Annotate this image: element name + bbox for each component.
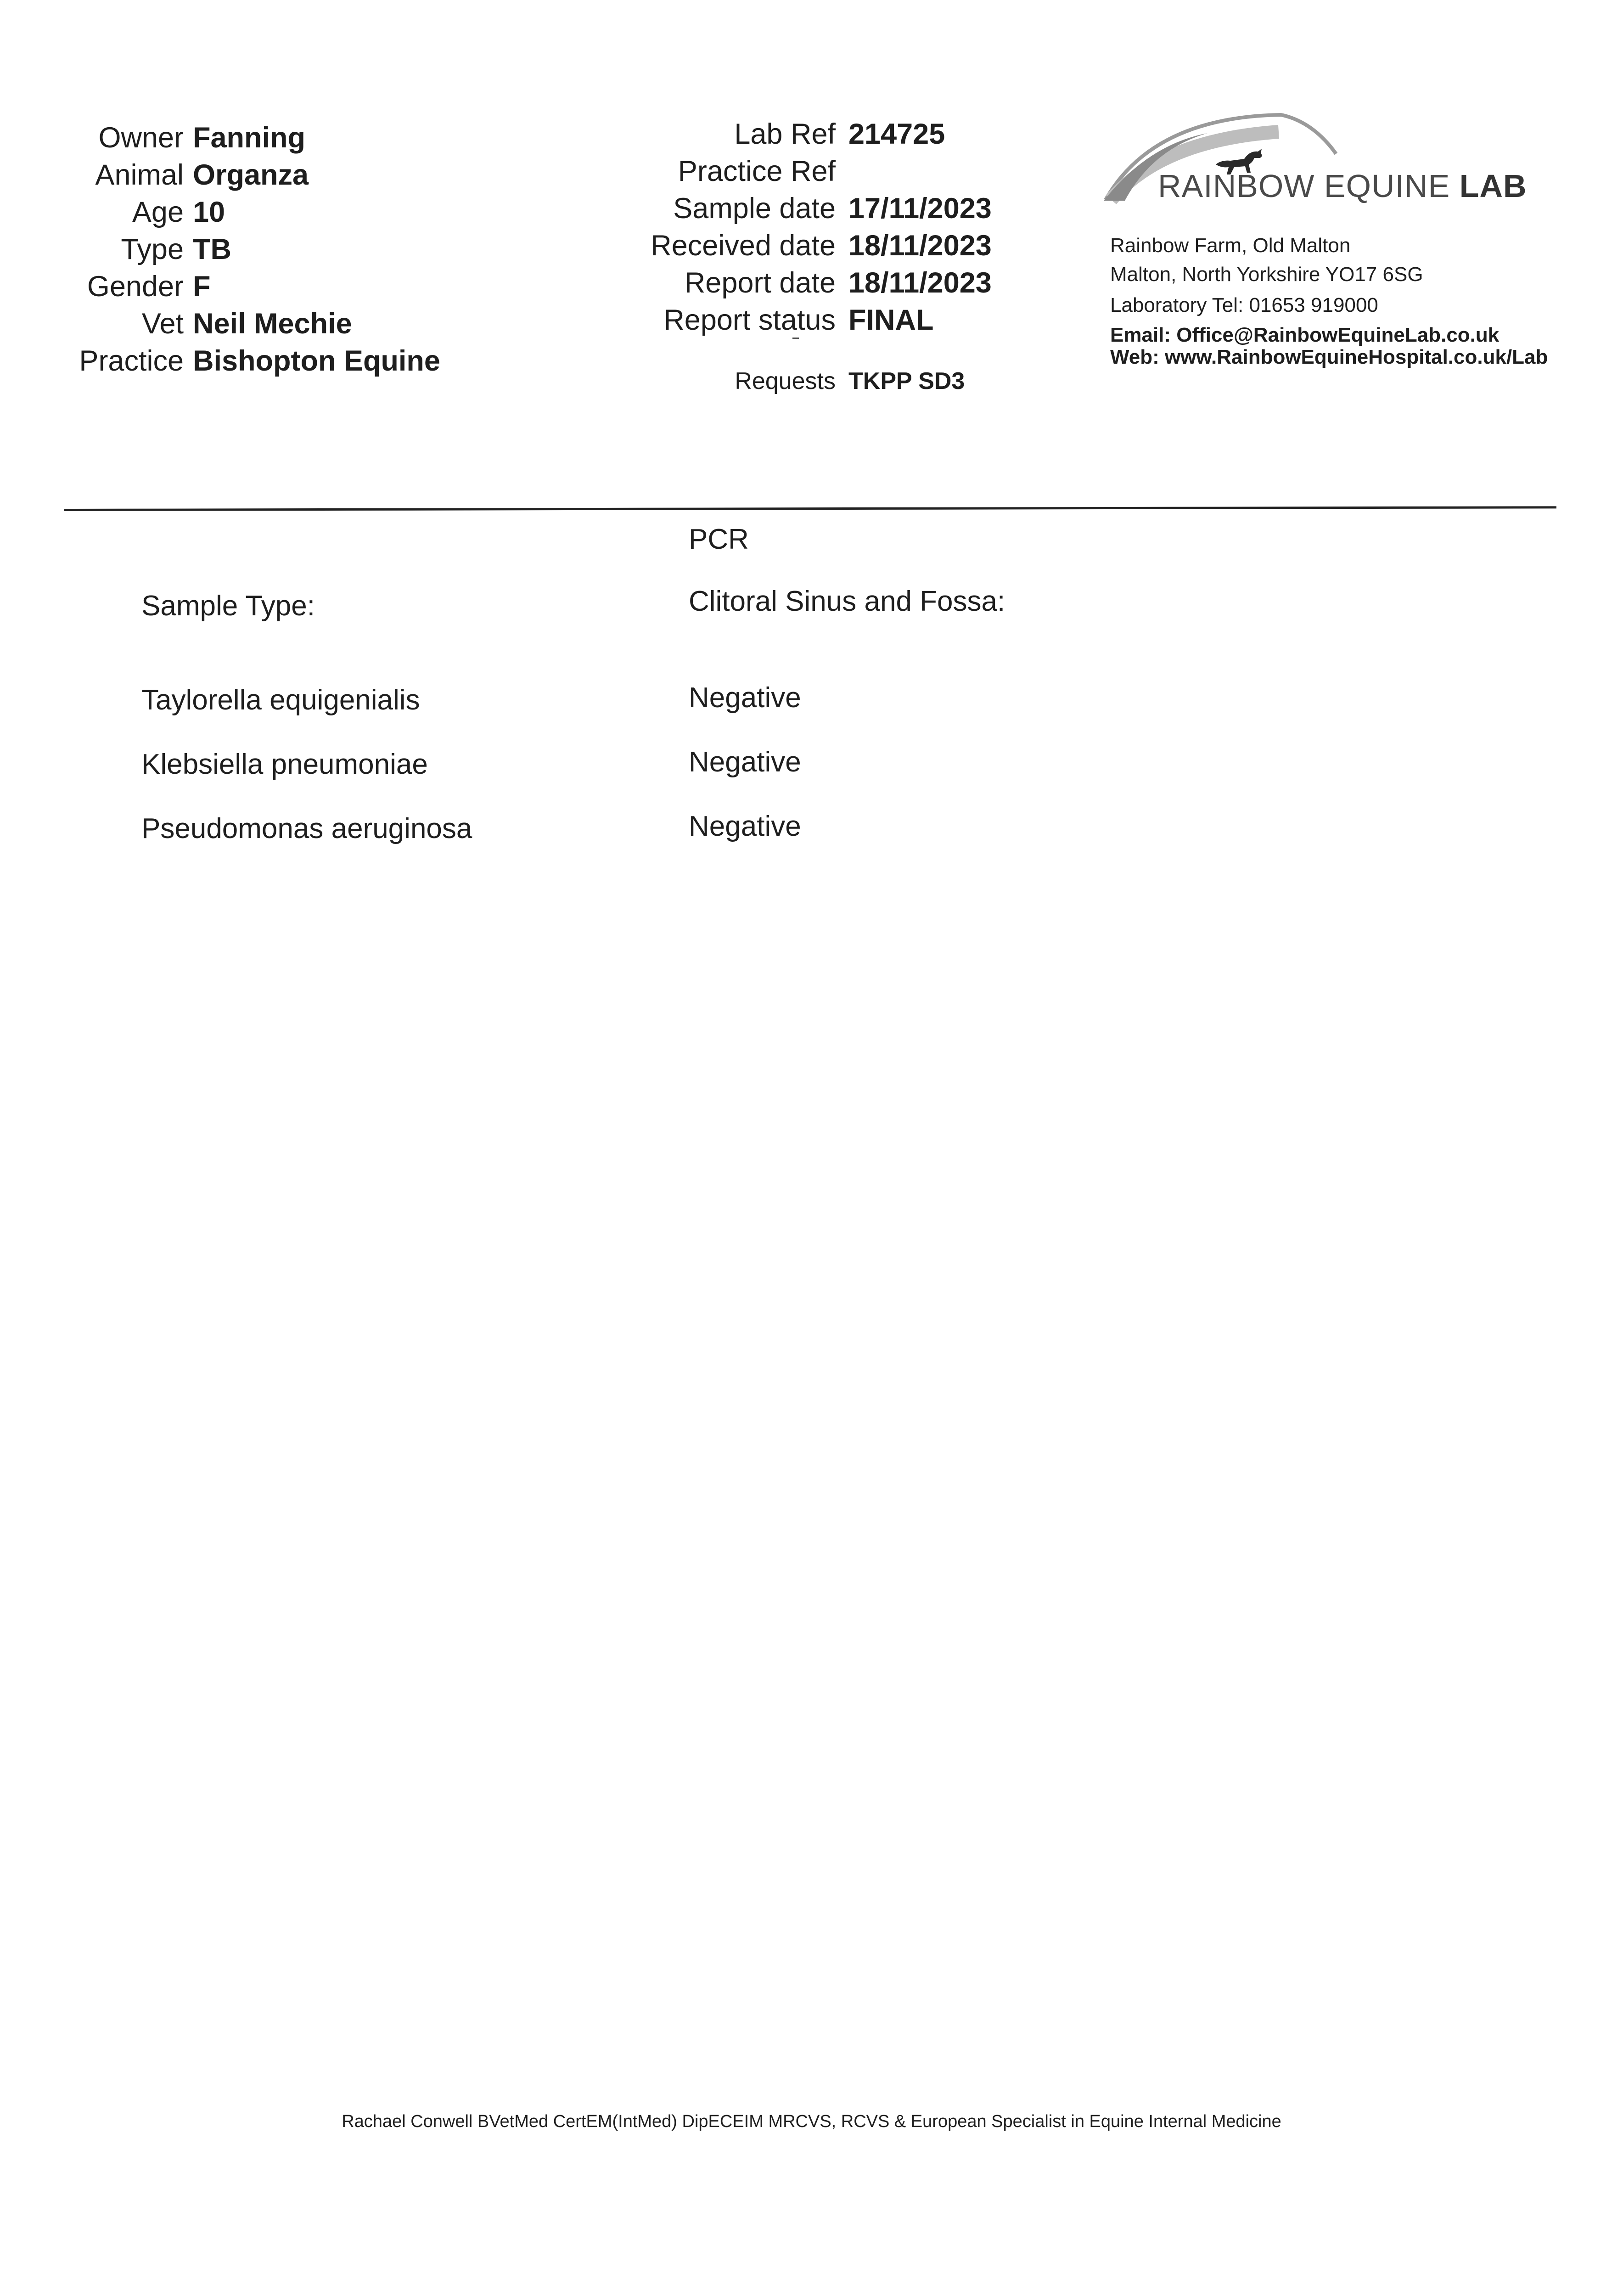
practice-label: Practice	[79, 345, 184, 377]
type-value: TB	[193, 233, 231, 265]
requests-value: TKPP SD3	[848, 368, 965, 394]
report-status-value: FINAL	[848, 304, 934, 336]
report-date-label: Report date	[684, 267, 836, 299]
header-divider	[64, 506, 1556, 511]
sample-date-row	[551, 190, 836, 227]
age-label: Age	[132, 196, 184, 228]
organism-result: Negative	[689, 810, 801, 842]
practice-ref-label: Practice Ref	[678, 155, 836, 187]
sample-type-label: Sample Type:	[141, 590, 315, 622]
report-status-row	[551, 302, 836, 338]
received-date-row	[551, 227, 836, 264]
organism-result: Negative	[689, 746, 801, 778]
report-date-value: 18/11/2023	[848, 267, 992, 299]
lab-ref-label: Lab Ref	[734, 118, 836, 150]
gender-row	[0, 268, 184, 305]
lab-telephone: Laboratory Tel: 01653 919000	[1110, 294, 1378, 316]
type-row	[0, 231, 184, 268]
sample-date-label: Sample date	[673, 192, 836, 225]
sample-type-value: Clitoral Sinus and Fossa:	[689, 585, 1005, 617]
report-date-row	[551, 264, 836, 301]
type-label: Type	[121, 233, 184, 265]
requests-row	[551, 363, 836, 400]
organism-name: Klebsiella pneumoniae	[141, 748, 428, 780]
age-value: 10	[193, 196, 225, 228]
dash-mark	[792, 338, 799, 339]
signatory-footer: Rachael Conwell BVetMed CertEM(IntMed) DipECEIM MRCVS, RCVS & European Specialist in Equine Internal Medicine	[342, 2112, 1281, 2131]
animal-row	[0, 157, 184, 193]
vet-value: Neil Mechie	[193, 308, 352, 340]
lab-logo-text	[1158, 165, 1527, 207]
lab-website: Web: www.RainbowEquineHospital.co.uk/Lab	[1110, 346, 1548, 368]
gender-label: Gender	[87, 270, 184, 303]
sample-date-value: 17/11/2023	[848, 192, 992, 225]
gender-value: F	[193, 270, 211, 303]
lab-email: Email: Office@RainbowEquineLab.co.uk	[1110, 324, 1499, 346]
logo-name-bold: LAB	[1459, 168, 1527, 204]
animal-label: Animal	[95, 159, 184, 191]
report-status-label: Report status	[663, 304, 836, 336]
address-line-1: Rainbow Farm, Old Malton	[1110, 234, 1351, 257]
owner-label: Owner	[98, 122, 184, 154]
vet-row	[0, 305, 184, 342]
lab-ref-value: 214725	[848, 118, 945, 150]
logo-name-light: RAINBOW EQUINE	[1158, 168, 1460, 204]
practice-row	[0, 343, 184, 379]
owner-row	[0, 119, 184, 156]
organism-name: Taylorella equigenialis	[141, 684, 420, 716]
received-date-label: Received date	[651, 230, 836, 262]
practice-ref-row	[551, 153, 836, 190]
owner-value: Fanning	[193, 122, 305, 154]
age-row	[0, 194, 184, 231]
test-name: PCR	[689, 523, 749, 555]
requests-label: Requests	[735, 368, 836, 394]
vet-label: Vet	[141, 308, 184, 340]
organism-name: Pseudomonas aeruginosa	[141, 813, 472, 844]
animal-value: Organza	[193, 159, 309, 191]
lab-ref-row	[551, 116, 836, 152]
organism-result: Negative	[689, 682, 801, 714]
address-line-2: Malton, North Yorkshire YO17 6SG	[1110, 263, 1423, 286]
practice-value: Bishopton Equine	[193, 345, 440, 377]
received-date-value: 18/11/2023	[848, 230, 992, 262]
